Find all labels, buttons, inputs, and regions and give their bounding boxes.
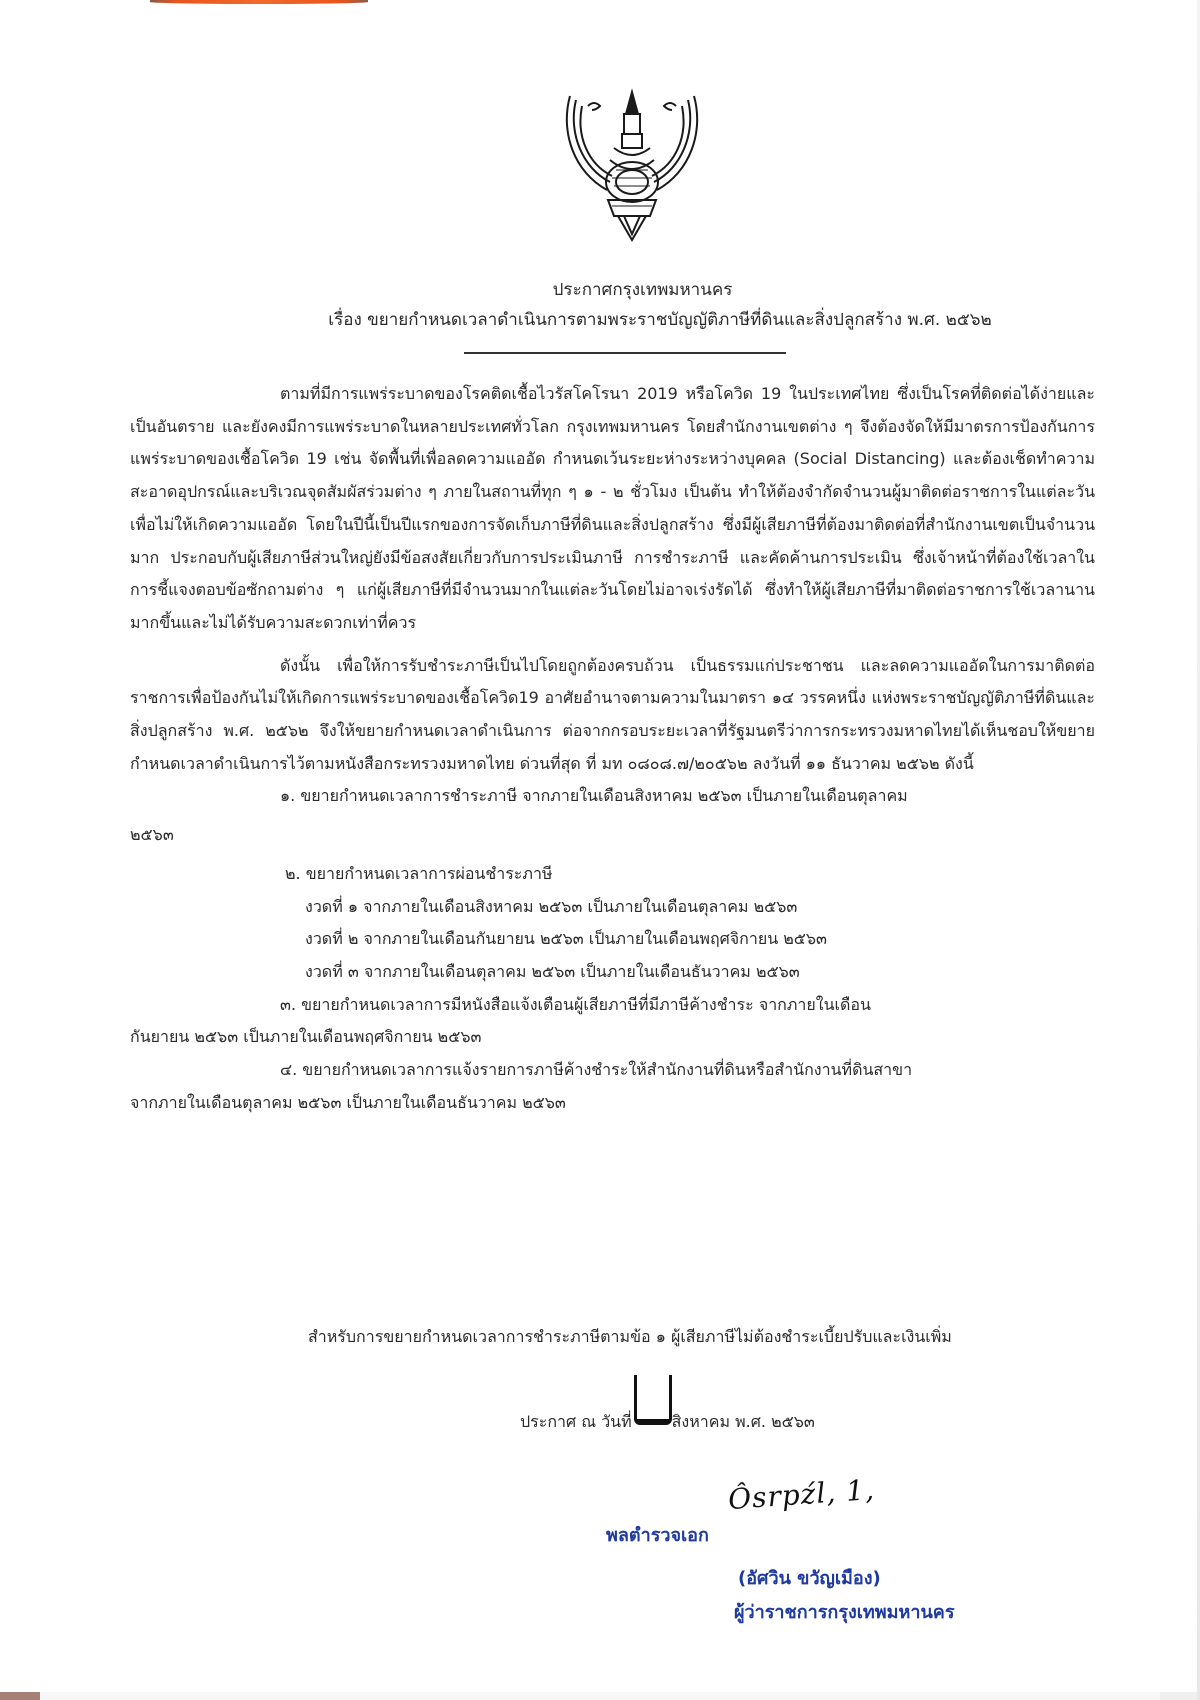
list-item-1: ๑. ขยายกำหนดเวลาการชำระภาษี จากภายในเดือนสิงหาคม ๒๕๖๓ เป็นภายในเดือนตุลาคม xyxy=(280,786,908,806)
announcement-title: ประกาศกรุงเทพมหานคร xyxy=(552,280,733,300)
list-item-3-continued: กันยายน ๒๕๖๓ เป็นภายในเดือนพฤศจิกายน ๒๕๖๓ xyxy=(130,1027,482,1047)
handwritten-signature: Ôsrpźl, 1, xyxy=(727,1472,876,1517)
signatory-position: ผู้ว่าราชการกรุงเทพมหานคร xyxy=(734,1602,955,1623)
announcement-subject: เรื่อง ขยายกำหนดเวลาดำเนินการตามพระราชบัญญัติภาษีที่ดินและสิ่งปลูกสร้าง พ.ศ. ๒๕๖๒ xyxy=(328,310,992,330)
list-item-4: ๔. ขยายกำหนดเวลาการแจ้งรายการภาษีค้างชำระให้สำนักงานที่ดินหรือสำนักงานที่ดินสาขา xyxy=(280,1060,913,1080)
document-body xyxy=(130,378,1095,1119)
handwritten-day-mark xyxy=(632,1413,672,1427)
garuda-emblem-icon xyxy=(552,82,712,242)
installment-3: งวดที่ ๓ จากภายในเดือนตุลาคม ๒๕๖๓ เป็นภายในเดือนธันวาคม ๒๕๖๓ xyxy=(305,961,800,981)
signatory-rank: พลตำรวจเอก xyxy=(606,1525,709,1546)
date-suffix: สิงหาคม พ.ศ. ๒๕๖๓ xyxy=(671,1412,815,1431)
installment-2: งวดที่ ๒ จากภายในเดือนกันยายน ๒๕๖๓ เป็นภายในเดือนพฤศจิกายน ๒๕๖๓ xyxy=(305,929,827,949)
list-item-1-continued: ๒๕๖๓ xyxy=(130,825,174,845)
announcement-date xyxy=(520,1410,815,1435)
installment-1: งวดที่ ๑ จากภายในเดือนสิงหาคม ๒๕๖๓ เป็นภายในเดือนตุลาคม ๒๕๖๓ xyxy=(305,896,798,916)
document-header xyxy=(0,275,1200,335)
paragraph-authority: ดังนั้น เพื่อให้การรับชำระภาษีเป็นไปโดยถูกต้องครบถ้วน เป็นธรรมแก่ประชาชน และลดความแออัดในการมาติดต่อราชการเพื่อป้องกันไม่ให้เกิดการแพร่ระบาดของเชื้อโควิด19 อาศัยอำนาจตามความในมาตรา ๑๔ วรรคหนึ่ง แห่งพระราชบัญญัติภาษีที่ดินและสิ่งปลูกสร้าง พ.ศ. ๒๕๖๒ จึงให้ขยายกำหนดเวลาดำเนินการ ต่อจากกรอบระยะเวลาที่รัฐมนตรีว่าการกระทรวงมหาดไทยได้เห็นชอบให้ขยายกำหนดเวลาดำเนินการไว้ตามหนังสือกระทรวงมหาดไทย ด่วนที่สุด ที่ มท ๐๘๐๘.๗/๒๐๕๖๒ ลงวันที่ ๑๑ ธันวาคม ๒๕๖๒ ดังนี้ xyxy=(130,655,1095,773)
title-divider xyxy=(464,352,786,354)
signatory-name: (อัศวิน ขวัญเมือง) xyxy=(738,1568,881,1589)
list-item-3: ๓. ขยายกำหนดเวลาการมีหนังสือแจ้งเตือนผู้เสียภาษีที่มีภาษีค้างชำระ จากภายในเดือน xyxy=(280,994,871,1014)
paragraph-background: ตามที่มีการแพร่ระบาดของโรคติดเชื้อไวรัสโคโรนา 2019 หรือโควิด 19 ในประเทศไทย ซึ่งเป็นโรคที่ติดต่อได้ง่ายและเป็นอันตราย และยังคงมีการแพร่ระบาดในหลายประเทศทั่วโลก กรุงเทพมหานคร โดยสำนักงานเขตต่าง ๆ จึงต้องจัดให้มีมาตรการป้องกันการแพร่ระบาดของเชื้อโควิด 19 เช่น จัดพื้นที่เพื่อลดความแออัด กำหนดเว้นระยะห่างระหว่างบุคคล (Social Distancing) และต้องเช็ดทำความสะอาดอุปกรณ์และบริเวณจุดสัมผัสร่วมต่าง ๆ ภายในสถานที่ทุก ๆ ๑ - ๒ ชั่วโมง เป็นต้น ทำให้ต้องจำกัดจำนวนผู้มาติดต่อราชการในแต่ละวันเพื่อไม่ให้เกิดความแออัด โดยในปีนี้เป็นปีแรกของการจัดเก็บภาษีที่ดินและสิ่งปลูกสร้าง ซึ่งมีผู้เสียภาษีที่ต้องมาติดต่อที่สำนักงานเขตเป็นจำนวนมาก ประกอบกับผู้เสียภาษีส่วนใหญ่ยังมีข้อสงสัยเกี่ยวกับการประเมินภาษี การชำระภาษี และคัดค้านการประเมิน ซึ่งเจ้าหน้าที่ต้องใช้เวลาในการชี้แจงตอบข้อซักถามต่าง ๆ แก่ผู้เสียภาษีที่มีจำนวนมากในแต่ละวันโดยไม่อาจเร่งรัดได้ ซึ่งทำให้ผู้เสียภาษีที่มาติดต่อราชการใช้เวลานานมากขึ้นและไม่ได้รับความสะดวกเท่าที่ควร xyxy=(130,384,1095,632)
date-prefix: ประกาศ ณ วันที่ xyxy=(520,1412,632,1431)
top-edge-strip xyxy=(150,0,368,4)
closing-note: สำหรับการขยายกำหนดเวลาการชำระภาษีตามข้อ ๑ ผู้เสียภาษีไม่ต้องชำระเบี้ยปรับและเงินเพิ่ม xyxy=(308,1327,952,1346)
list-item-4-continued: จากภายในเดือนตุลาคม ๒๕๖๓ เป็นภายในเดือนธันวาคม ๒๕๖๓ xyxy=(130,1092,566,1112)
list-item-2: ๒. ขยายกำหนดเวลาการผ่อนชำระภาษี xyxy=(285,863,553,883)
bottom-edge-strip xyxy=(0,1692,1200,1700)
